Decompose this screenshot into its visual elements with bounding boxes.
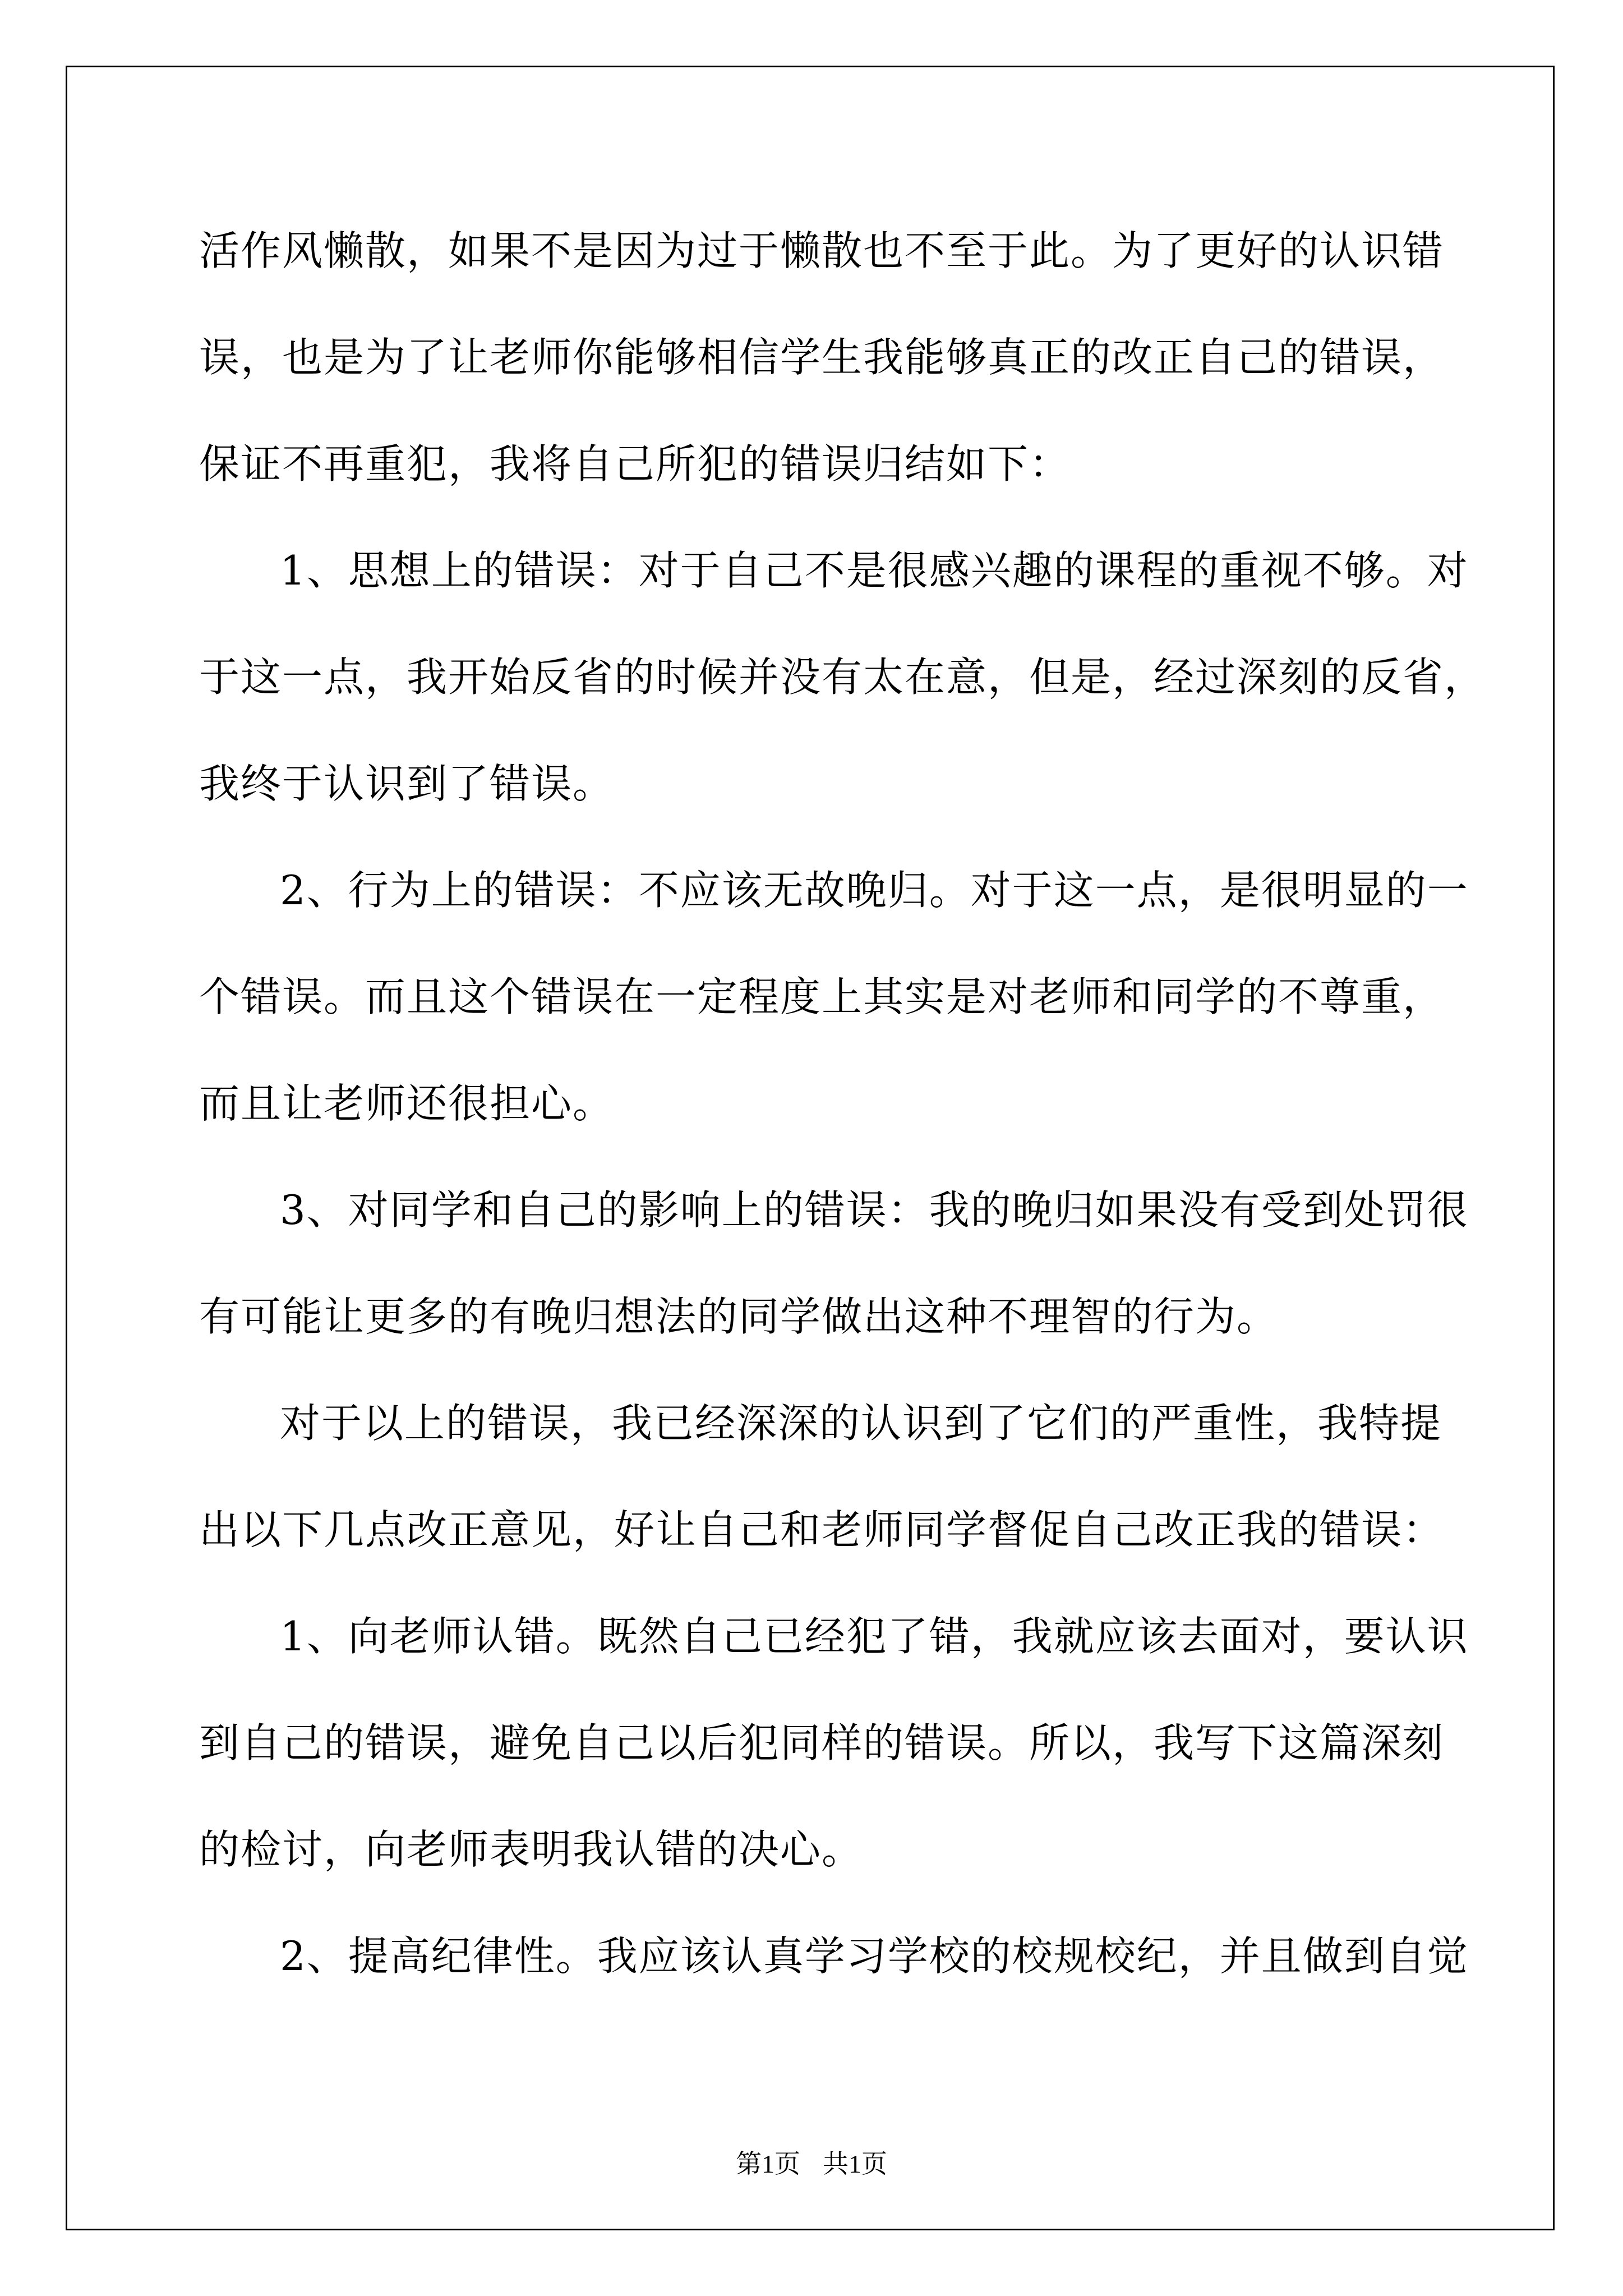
text-line: 出以下几点改正意见，好让自己和老师同学督促自己改正我的错误：: [199, 1506, 1445, 1553]
text-line: 2、提高纪律性。我应该认真学习学校的校规校纪，并且做到自觉: [280, 1932, 1469, 1980]
page-total: 共1页: [823, 2150, 887, 2178]
text-line: 于这一点，我开始反省的时候并没有太在意，但是，经过深刻的反省，: [199, 654, 1486, 701]
text-line: 的检讨，向老师表明我认错的决心。: [199, 1826, 864, 1873]
text-line: 2、行为上的错误：不应该无故晚归。对于这一点，是很明显的一: [280, 867, 1469, 914]
text-line: 我终于认识到了错误。: [199, 760, 615, 807]
text-line: 活作风懒散，如果不是因为过于懒散也不至于此。为了更好的认识错: [199, 227, 1445, 274]
page-number: 第1页: [736, 2150, 800, 2178]
text-line: 个错误。而且这个错误在一定程度上其实是对老师和同学的不尊重，: [199, 973, 1445, 1020]
text-line: 到自己的错误，避免自己以后犯同样的错误。所以，我写下这篇深刻: [199, 1719, 1445, 1766]
text-line: 误，也是为了让老师你能够相信学生我能够真正的改正自己的错误，: [199, 334, 1445, 381]
text-line: 1、向老师认错。既然自己已经犯了错，我就应该去面对，要认识: [280, 1613, 1469, 1660]
text-line: 而且让老师还很担心。: [199, 1080, 615, 1127]
page-footer: [0, 2147, 1623, 2181]
text-line: 保证不再重犯，我将自己所犯的错误归结如下：: [199, 440, 1071, 487]
text-line: 有可能让更多的有晚归想法的同学做出这种不理智的行为。: [199, 1293, 1279, 1340]
text-line: 3、对同学和自己的影响上的错误：我的晚归如果没有受到处罚很: [280, 1186, 1469, 1234]
text-line: 对于以上的错误，我已经深深的认识到了它们的严重性，我特提: [280, 1400, 1442, 1447]
text-line: 1、思想上的错误：对于自己不是很感兴趣的课程的重视不够。对: [280, 547, 1469, 594]
document-body: [199, 220, 1486, 2032]
